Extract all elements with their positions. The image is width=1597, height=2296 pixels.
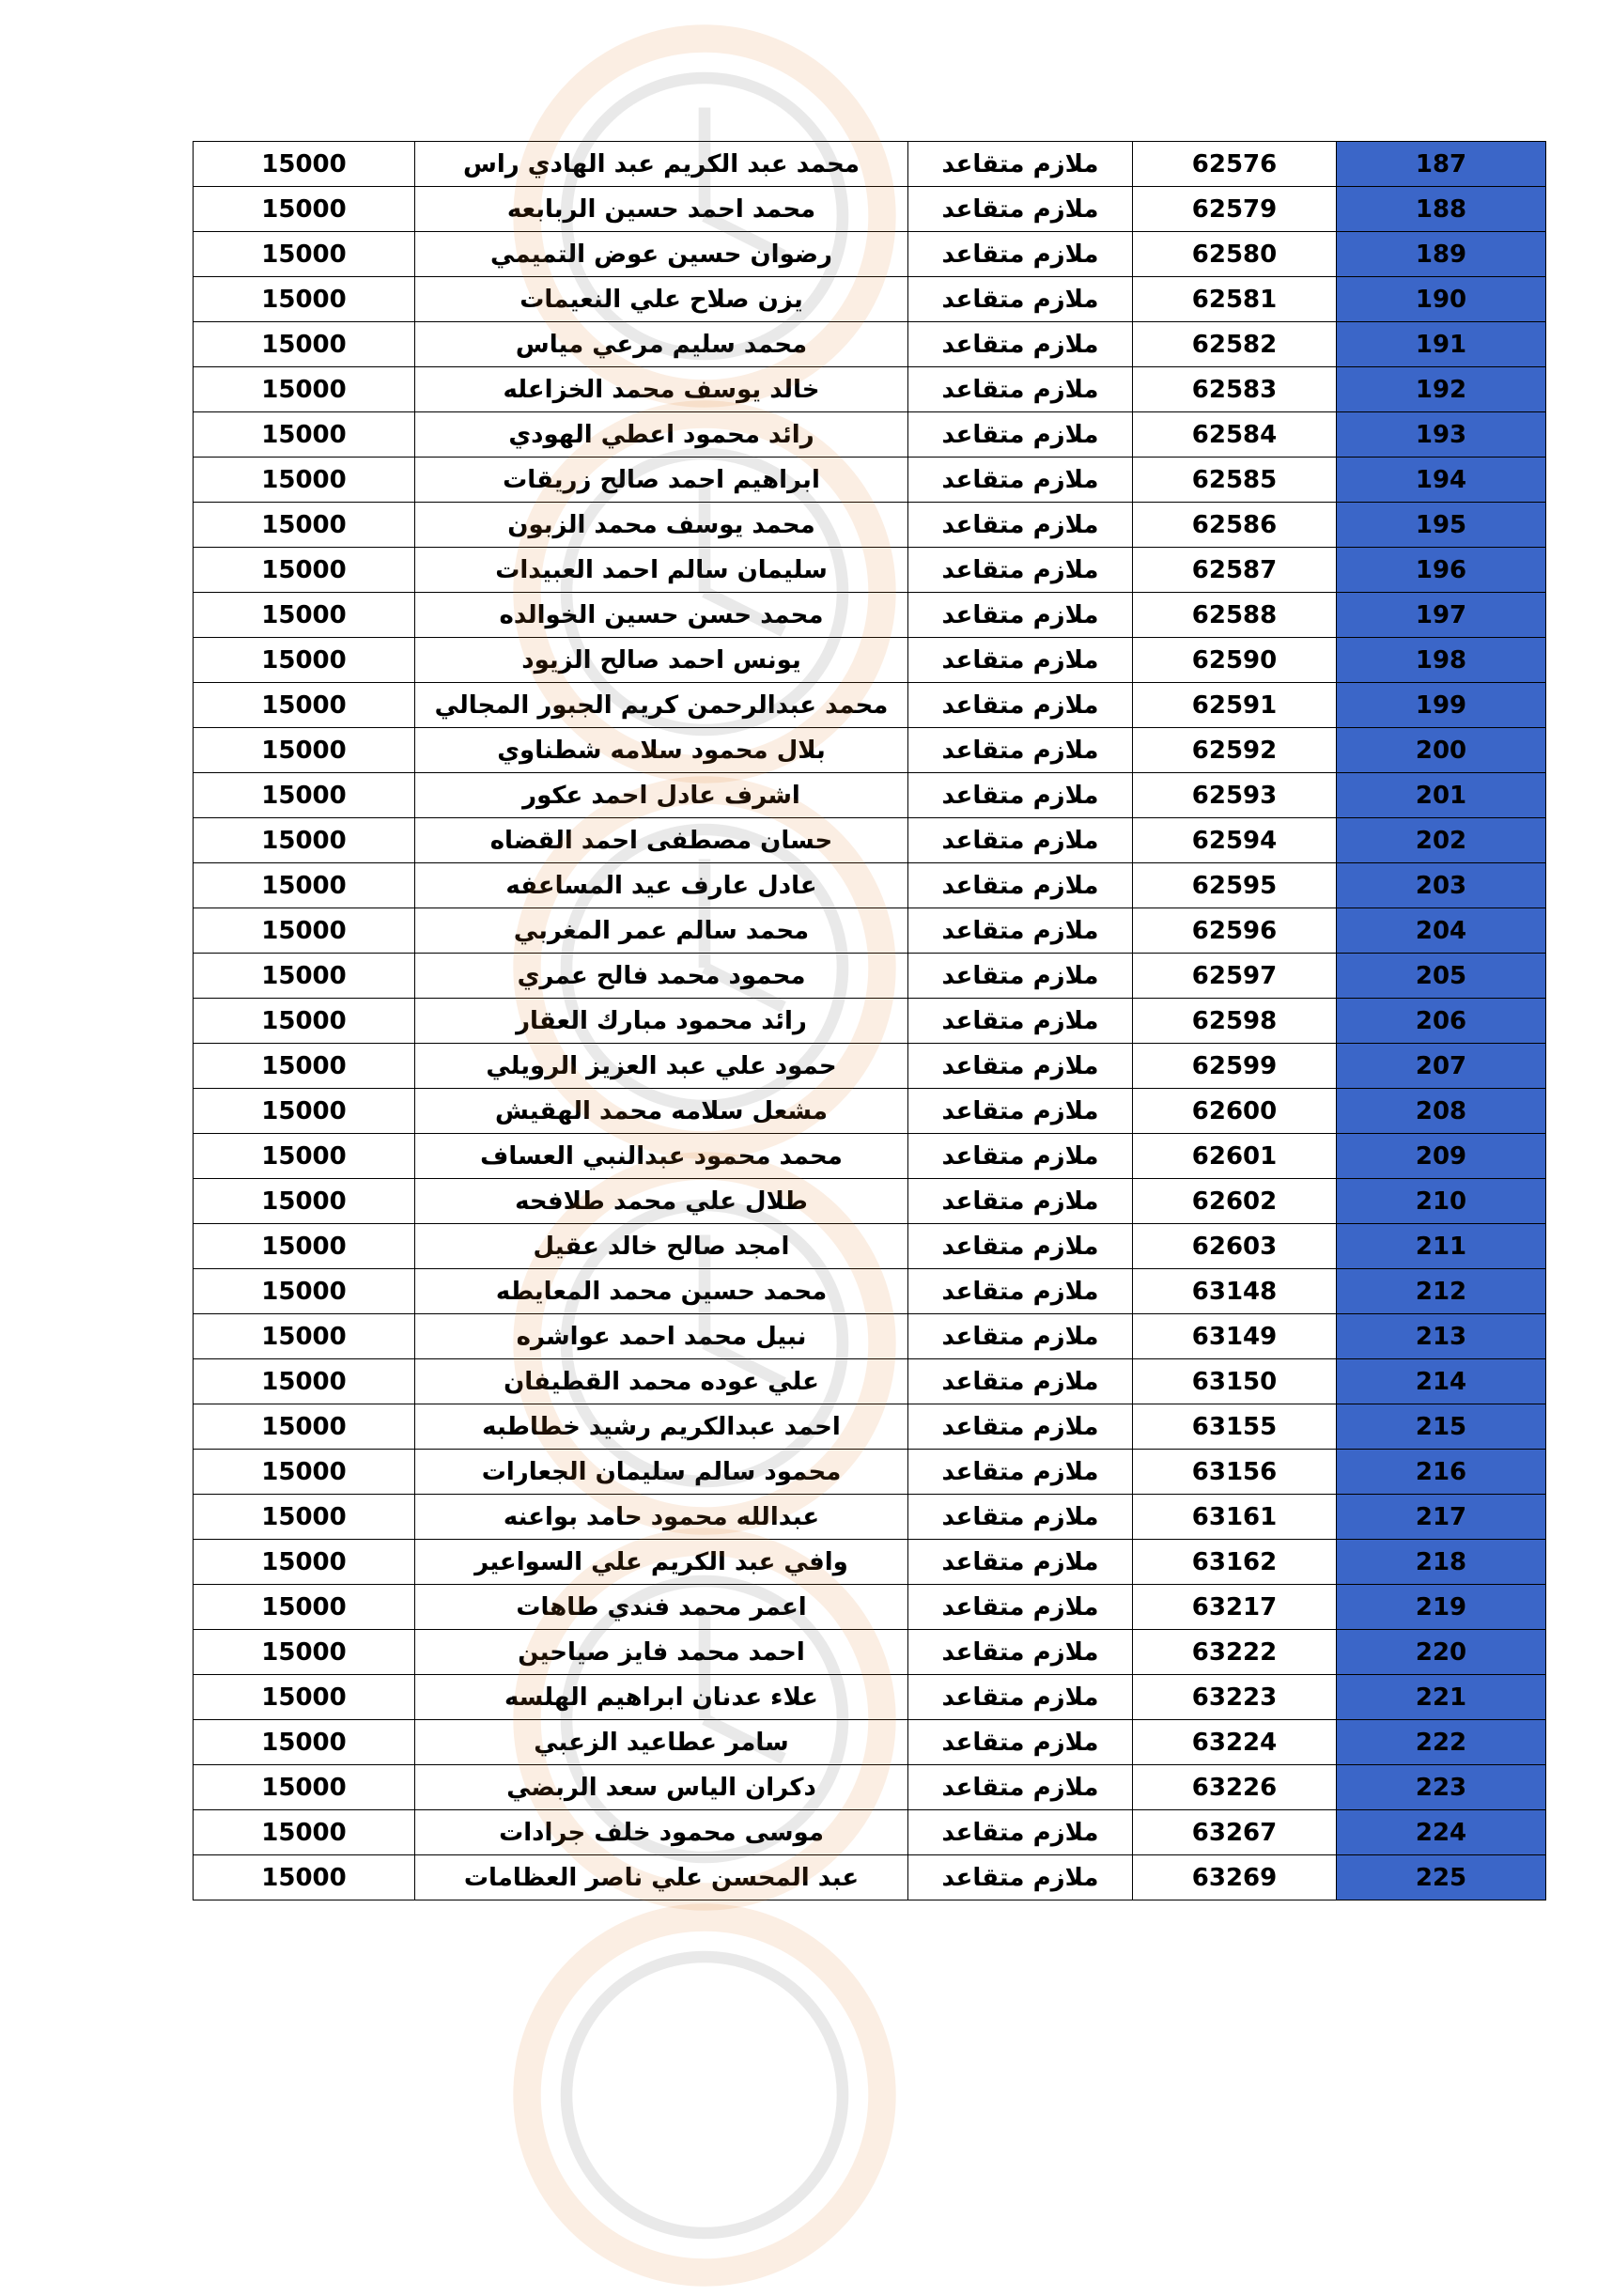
rank-cell: ملازم متقاعد: [908, 1134, 1133, 1179]
amount-cell: 15000: [194, 908, 415, 954]
rank-cell: ملازم متقاعد: [908, 638, 1133, 683]
amount-cell: 15000: [194, 367, 415, 412]
amount-cell: 15000: [194, 1855, 415, 1900]
rank-cell: ملازم متقاعد: [908, 1224, 1133, 1269]
table-row: [194, 863, 1546, 908]
number-cell: 62585: [1133, 458, 1337, 503]
name-cell: حمود علي عبد العزيز الرويلي: [415, 1044, 908, 1089]
table-row: [194, 1720, 1546, 1765]
amount-cell: 15000: [194, 1630, 415, 1675]
name-cell: نبيل محمد احمد عواشره: [415, 1314, 908, 1359]
index-cell: 188: [1337, 187, 1546, 232]
table-row: [194, 728, 1546, 773]
amount-cell: 15000: [194, 1495, 415, 1540]
index-cell: 190: [1337, 277, 1546, 322]
rank-cell: ملازم متقاعد: [908, 1089, 1133, 1134]
name-cell: عادل عارف عيد المساعفه: [415, 863, 908, 908]
name-cell: محمد حسين محمد المعايطه: [415, 1269, 908, 1314]
table-row: [194, 1179, 1546, 1224]
rank-cell: ملازم متقاعد: [908, 548, 1133, 593]
name-cell: امجد صالح خالد عقيل: [415, 1224, 908, 1269]
name-cell: احمد عبدالكريم رشيد خطاطبه: [415, 1404, 908, 1450]
amount-cell: 15000: [194, 412, 415, 458]
rank-cell: ملازم متقاعد: [908, 1179, 1133, 1224]
number-cell: 62603: [1133, 1224, 1337, 1269]
name-cell: رائد محمود مبارك العقار: [415, 999, 908, 1044]
rank-cell: ملازم متقاعد: [908, 908, 1133, 954]
name-cell: علاء عدنان ابراهيم الهلسه: [415, 1675, 908, 1720]
index-cell: 216: [1337, 1450, 1546, 1495]
rank-cell: ملازم متقاعد: [908, 458, 1133, 503]
table-row: [194, 1855, 1546, 1900]
roster-body: [194, 142, 1546, 1900]
name-cell: محمد عبدالرحمن كريم الجبور المجالي: [415, 683, 908, 728]
rank-cell: ملازم متقاعد: [908, 367, 1133, 412]
table-row: [194, 503, 1546, 548]
name-cell: احمد محمد فايز صياحين: [415, 1630, 908, 1675]
table-row: [194, 458, 1546, 503]
index-cell: 205: [1337, 954, 1546, 999]
amount-cell: 15000: [194, 954, 415, 999]
index-cell: 204: [1337, 908, 1546, 954]
amount-cell: 15000: [194, 458, 415, 503]
amount-cell: 15000: [194, 1765, 415, 1810]
watermark-clock-icon: [507, 1898, 902, 2292]
index-cell: 191: [1337, 322, 1546, 367]
index-cell: 211: [1337, 1224, 1546, 1269]
rank-cell: ملازم متقاعد: [908, 683, 1133, 728]
rank-cell: ملازم متقاعد: [908, 818, 1133, 863]
number-cell: 63149: [1133, 1314, 1337, 1359]
index-cell: 194: [1337, 458, 1546, 503]
rank-cell: ملازم متقاعد: [908, 1269, 1133, 1314]
rank-cell: ملازم متقاعد: [908, 1630, 1133, 1675]
rank-cell: ملازم متقاعد: [908, 593, 1133, 638]
table-row: [194, 1314, 1546, 1359]
table-row: [194, 954, 1546, 999]
number-cell: 62579: [1133, 187, 1337, 232]
name-cell: حسان مصطفى احمد القضاه: [415, 818, 908, 863]
amount-cell: 15000: [194, 818, 415, 863]
table-row: [194, 548, 1546, 593]
index-cell: 201: [1337, 773, 1546, 818]
index-cell: 214: [1337, 1359, 1546, 1404]
number-cell: 62600: [1133, 1089, 1337, 1134]
table-row: [194, 1450, 1546, 1495]
name-cell: اعمر محمد فندي طاهات: [415, 1585, 908, 1630]
number-cell: 62590: [1133, 638, 1337, 683]
rank-cell: ملازم متقاعد: [908, 999, 1133, 1044]
table-row: [194, 1269, 1546, 1314]
amount-cell: 15000: [194, 322, 415, 367]
amount-cell: 15000: [194, 999, 415, 1044]
table-row: [194, 412, 1546, 458]
index-cell: 198: [1337, 638, 1546, 683]
amount-cell: 15000: [194, 1585, 415, 1630]
number-cell: 62597: [1133, 954, 1337, 999]
index-cell: 203: [1337, 863, 1546, 908]
index-cell: 212: [1337, 1269, 1546, 1314]
rank-cell: ملازم متقاعد: [908, 1314, 1133, 1359]
table-row: [194, 773, 1546, 818]
number-cell: 62596: [1133, 908, 1337, 954]
name-cell: محمد حسن حسين الخوالده: [415, 593, 908, 638]
rank-cell: ملازم متقاعد: [908, 1585, 1133, 1630]
table-row: [194, 638, 1546, 683]
name-cell: خالد يوسف محمد الخزاعله: [415, 367, 908, 412]
table-row: [194, 142, 1546, 187]
number-cell: 62594: [1133, 818, 1337, 863]
index-cell: 192: [1337, 367, 1546, 412]
rank-cell: ملازم متقاعد: [908, 728, 1133, 773]
table-row: [194, 593, 1546, 638]
rank-cell: ملازم متقاعد: [908, 773, 1133, 818]
name-cell: محمد عبد الكريم عبد الهادي راس: [415, 142, 908, 187]
name-cell: محمد محمود عبدالنبي العساف: [415, 1134, 908, 1179]
rank-cell: ملازم متقاعد: [908, 322, 1133, 367]
amount-cell: 15000: [194, 1540, 415, 1585]
name-cell: موسى محمود خلف جرادات: [415, 1810, 908, 1855]
index-cell: 193: [1337, 412, 1546, 458]
number-cell: 62586: [1133, 503, 1337, 548]
number-cell: 62587: [1133, 548, 1337, 593]
name-cell: ابراهيم احمد صالح زريقات: [415, 458, 908, 503]
amount-cell: 15000: [194, 1089, 415, 1134]
index-cell: 222: [1337, 1720, 1546, 1765]
amount-cell: 15000: [194, 1675, 415, 1720]
amount-cell: 15000: [194, 232, 415, 277]
table-row: [194, 1224, 1546, 1269]
rank-cell: ملازم متقاعد: [908, 1855, 1133, 1900]
name-cell: يزن صلاح علي النعيمات: [415, 277, 908, 322]
table-row: [194, 1089, 1546, 1134]
table-row: [194, 683, 1546, 728]
number-cell: 63155: [1133, 1404, 1337, 1450]
rank-cell: ملازم متقاعد: [908, 503, 1133, 548]
number-cell: 62602: [1133, 1179, 1337, 1224]
number-cell: 62601: [1133, 1134, 1337, 1179]
index-cell: 189: [1337, 232, 1546, 277]
rank-cell: ملازم متقاعد: [908, 232, 1133, 277]
name-cell: عبد المحسن علي ناصر العظامات: [415, 1855, 908, 1900]
number-cell: 63148: [1133, 1269, 1337, 1314]
rank-cell: ملازم متقاعد: [908, 412, 1133, 458]
index-cell: 220: [1337, 1630, 1546, 1675]
number-cell: 63223: [1133, 1675, 1337, 1720]
amount-cell: 15000: [194, 638, 415, 683]
number-cell: 63269: [1133, 1855, 1337, 1900]
amount-cell: 15000: [194, 1224, 415, 1269]
amount-cell: 15000: [194, 1450, 415, 1495]
name-cell: محمد سالم عمر المغربي: [415, 908, 908, 954]
number-cell: 62583: [1133, 367, 1337, 412]
name-cell: دكران الياس سعد الربضي: [415, 1765, 908, 1810]
name-cell: محمد يوسف محمد الزبون: [415, 503, 908, 548]
number-cell: 63226: [1133, 1765, 1337, 1810]
amount-cell: 15000: [194, 1359, 415, 1404]
table-row: [194, 1044, 1546, 1089]
name-cell: اشرف عادل احمد عكور: [415, 773, 908, 818]
roster-table: [193, 141, 1546, 1900]
number-cell: 62599: [1133, 1044, 1337, 1089]
rank-cell: ملازم متقاعد: [908, 1404, 1133, 1450]
index-cell: 225: [1337, 1855, 1546, 1900]
amount-cell: 15000: [194, 1314, 415, 1359]
table-row: [194, 999, 1546, 1044]
table-row: [194, 277, 1546, 322]
amount-cell: 15000: [194, 142, 415, 187]
table-row: [194, 1540, 1546, 1585]
index-cell: 200: [1337, 728, 1546, 773]
index-cell: 210: [1337, 1179, 1546, 1224]
amount-cell: 15000: [194, 1044, 415, 1089]
name-cell: محمد احمد حسين الربابعه: [415, 187, 908, 232]
index-cell: 187: [1337, 142, 1546, 187]
number-cell: 62582: [1133, 322, 1337, 367]
table-row: [194, 1585, 1546, 1630]
number-cell: 62595: [1133, 863, 1337, 908]
rank-cell: ملازم متقاعد: [908, 142, 1133, 187]
index-cell: 217: [1337, 1495, 1546, 1540]
index-cell: 221: [1337, 1675, 1546, 1720]
index-cell: 223: [1337, 1765, 1546, 1810]
rank-cell: ملازم متقاعد: [908, 1675, 1133, 1720]
index-cell: 218: [1337, 1540, 1546, 1585]
index-cell: 202: [1337, 818, 1546, 863]
rank-cell: ملازم متقاعد: [908, 1495, 1133, 1540]
name-cell: محمود محمد فالح عمري: [415, 954, 908, 999]
name-cell: عبدالله محمود حامد بواعنه: [415, 1495, 908, 1540]
table-row: [194, 1765, 1546, 1810]
amount-cell: 15000: [194, 593, 415, 638]
amount-cell: 15000: [194, 548, 415, 593]
table-row: [194, 1675, 1546, 1720]
amount-cell: 15000: [194, 773, 415, 818]
name-cell: رائد محمود اعطي الهودي: [415, 412, 908, 458]
table-row: [194, 1495, 1546, 1540]
index-cell: 208: [1337, 1089, 1546, 1134]
table-row: [194, 367, 1546, 412]
rank-cell: ملازم متقاعد: [908, 1540, 1133, 1585]
table-row: [194, 322, 1546, 367]
amount-cell: 15000: [194, 1810, 415, 1855]
table-row: [194, 232, 1546, 277]
index-cell: 213: [1337, 1314, 1546, 1359]
table-row: [194, 187, 1546, 232]
amount-cell: 15000: [194, 728, 415, 773]
rank-cell: ملازم متقاعد: [908, 1450, 1133, 1495]
number-cell: 62581: [1133, 277, 1337, 322]
number-cell: 63224: [1133, 1720, 1337, 1765]
amount-cell: 15000: [194, 1134, 415, 1179]
index-cell: 209: [1337, 1134, 1546, 1179]
number-cell: 63162: [1133, 1540, 1337, 1585]
index-cell: 197: [1337, 593, 1546, 638]
amount-cell: 15000: [194, 503, 415, 548]
number-cell: 62598: [1133, 999, 1337, 1044]
rank-cell: ملازم متقاعد: [908, 277, 1133, 322]
index-cell: 206: [1337, 999, 1546, 1044]
name-cell: محمود سالم سليمان الجعارات: [415, 1450, 908, 1495]
amount-cell: 15000: [194, 1404, 415, 1450]
table-row: [194, 1810, 1546, 1855]
index-cell: 207: [1337, 1044, 1546, 1089]
number-cell: 63217: [1133, 1585, 1337, 1630]
name-cell: محمد سليم مرعي مياس: [415, 322, 908, 367]
rank-cell: ملازم متقاعد: [908, 1359, 1133, 1404]
number-cell: 62593: [1133, 773, 1337, 818]
name-cell: يونس احمد صالح الزيود: [415, 638, 908, 683]
name-cell: رضوان حسين عوض التميمي: [415, 232, 908, 277]
number-cell: 62576: [1133, 142, 1337, 187]
index-cell: 215: [1337, 1404, 1546, 1450]
table-row: [194, 1630, 1546, 1675]
table-row: [194, 1404, 1546, 1450]
table-row: [194, 818, 1546, 863]
table-row: [194, 1359, 1546, 1404]
amount-cell: 15000: [194, 1269, 415, 1314]
index-cell: 199: [1337, 683, 1546, 728]
rank-cell: ملازم متقاعد: [908, 863, 1133, 908]
rank-cell: ملازم متقاعد: [908, 187, 1133, 232]
name-cell: سامر عطاعيد الزعبي: [415, 1720, 908, 1765]
number-cell: 62591: [1133, 683, 1337, 728]
number-cell: 63150: [1133, 1359, 1337, 1404]
amount-cell: 15000: [194, 863, 415, 908]
name-cell: علي عوده محمد القطيفان: [415, 1359, 908, 1404]
name-cell: بلال محمود سلامه شطناوي: [415, 728, 908, 773]
amount-cell: 15000: [194, 187, 415, 232]
amount-cell: 15000: [194, 277, 415, 322]
rank-cell: ملازم متقاعد: [908, 954, 1133, 999]
number-cell: 63161: [1133, 1495, 1337, 1540]
name-cell: مشعل سلامه محمد الهقيش: [415, 1089, 908, 1134]
amount-cell: 15000: [194, 683, 415, 728]
rank-cell: ملازم متقاعد: [908, 1044, 1133, 1089]
number-cell: 63156: [1133, 1450, 1337, 1495]
index-cell: 219: [1337, 1585, 1546, 1630]
number-cell: 63267: [1133, 1810, 1337, 1855]
index-cell: 195: [1337, 503, 1546, 548]
number-cell: 62588: [1133, 593, 1337, 638]
index-cell: 224: [1337, 1810, 1546, 1855]
amount-cell: 15000: [194, 1720, 415, 1765]
name-cell: طلال علي محمد طلافحه: [415, 1179, 908, 1224]
rank-cell: ملازم متقاعد: [908, 1810, 1133, 1855]
table-row: [194, 1134, 1546, 1179]
number-cell: 63222: [1133, 1630, 1337, 1675]
amount-cell: 15000: [194, 1179, 415, 1224]
table-row: [194, 908, 1546, 954]
number-cell: 62592: [1133, 728, 1337, 773]
name-cell: وافي عبد الكريم علي السواعير: [415, 1540, 908, 1585]
rank-cell: ملازم متقاعد: [908, 1720, 1133, 1765]
rank-cell: ملازم متقاعد: [908, 1765, 1133, 1810]
number-cell: 62580: [1133, 232, 1337, 277]
name-cell: سليمان سالم احمد العبيدات: [415, 548, 908, 593]
number-cell: 62584: [1133, 412, 1337, 458]
index-cell: 196: [1337, 548, 1546, 593]
